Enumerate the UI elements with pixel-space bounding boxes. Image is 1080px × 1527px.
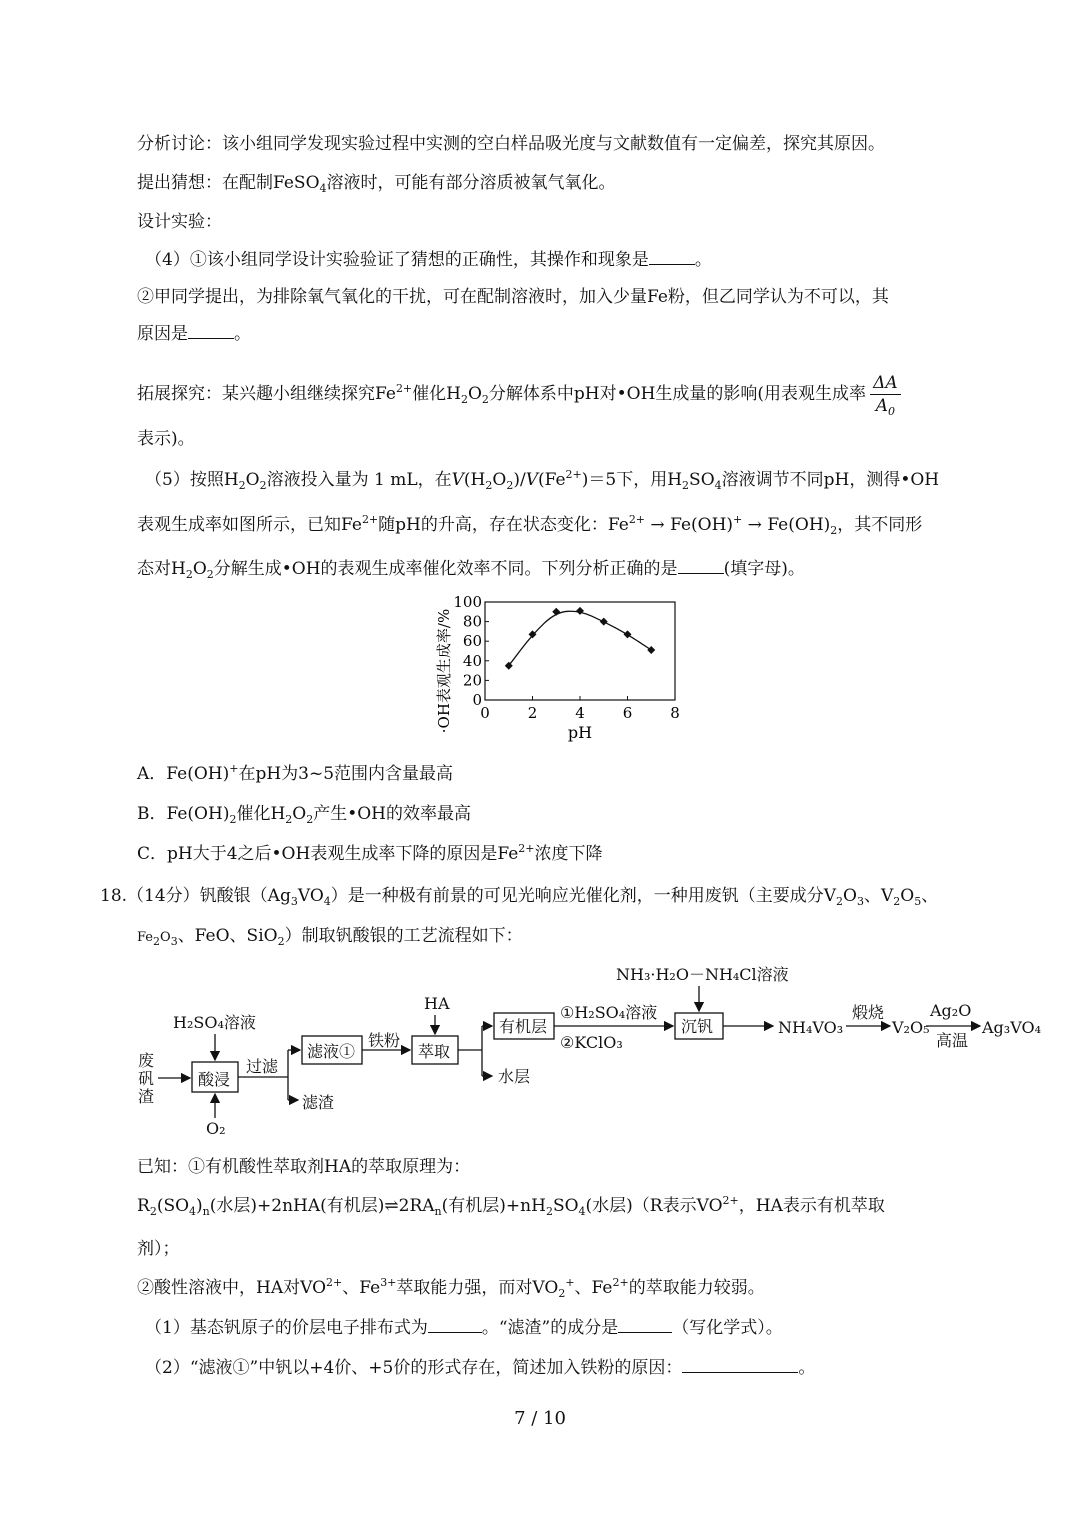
question-5-line3: 态对$H_2O_2$分解生成•OH的表观生成率催化效率不同。下列分析正确的是 (填字母)。 — [137, 559, 805, 581]
x-axis-label: pH — [567, 723, 593, 742]
flow-filter: 过滤 — [246, 1057, 279, 1076]
y-tick-label: 20 — [462, 671, 482, 690]
oh-rate-chart — [430, 592, 700, 752]
flow-o2: O₂ — [206, 1119, 226, 1138]
flow-ag2o: Ag₂O — [930, 1001, 972, 1020]
flow-precip: 沉钒 — [681, 1017, 714, 1036]
option-c: C．pH大于4之后•OH表观生成率下降的原因是$Fe^{2+}$浓度下降 — [137, 842, 603, 864]
flow-step2: ②KClO₃ — [560, 1033, 623, 1052]
data-point — [552, 608, 560, 616]
flow-ha: HA — [424, 994, 450, 1013]
question-18-line2: $Fe_2O_3$、FeO、SiO$_2$）制取钒酸银的工艺流程如下： — [137, 926, 523, 948]
chart-frame — [485, 602, 675, 700]
known-2: ②酸性溶液中，HA对$VO^{2+}$、$Fe^{3+}$萃取能力强，而对$VO_2^+$、$Fe^{2+}$的萃取能力较弱。 — [137, 1276, 765, 1300]
flow-nh4vo3: NH₄VO₃ — [778, 1018, 844, 1037]
known-1: 已知：①有机酸性萃取剂HA的萃取原理为： — [137, 1157, 471, 1177]
data-point — [600, 618, 608, 626]
question-18-2: （2）“滤液①”中钒以+4价、+5价的形式存在，简述加入铁粉的原因： 。 — [145, 1358, 816, 1378]
line-analysis: 分析讨论：该小组同学发现实验过程中实测的空白样品吸光度与文献数值有一定偏差，探究其原因。 — [137, 134, 885, 154]
option-b: B．$Fe(OH)_2$催化$H_2O_2$产生•OH的效率最高 — [137, 804, 472, 826]
flow-raw-1: 废 — [138, 1051, 155, 1070]
known-1-cont: 剂）； — [137, 1239, 180, 1259]
x-tick-label: 0 — [480, 704, 490, 722]
flow-filtrate: 滤液① — [307, 1042, 356, 1061]
question-4-2: ②甲同学提出，为排除氧气氧化的干扰，可在配制溶液时，加入少量Fe粉，但乙同学认为不可以，其 — [137, 287, 889, 307]
y-tick-label: 80 — [462, 612, 482, 631]
flow-organic: 有机层 — [499, 1017, 548, 1036]
flow-raw-3: 渣 — [138, 1087, 155, 1106]
flow-acid-leach: 酸浸 — [198, 1070, 231, 1089]
y-axis-label: ·OH表观生成率/% — [435, 608, 453, 734]
x-tick-label: 6 — [622, 704, 633, 722]
data-point — [647, 646, 655, 654]
process-flow-diagram — [130, 958, 1050, 1143]
x-tick-label: 2 — [527, 704, 538, 722]
fraction-delta-a: $\frac{\Delta A}{A_0}$ — [870, 372, 901, 417]
line-hypothesis: 提出猜想：在配制FeSO$_4$溶液时，可能有部分溶质被氧气氧化。 — [137, 173, 616, 195]
flow-v2o5: V₂O₅ — [892, 1018, 930, 1037]
flow-h2so4: H₂SO₄溶液 — [173, 1013, 256, 1032]
series-line — [509, 611, 652, 665]
flow-raw-2: 矾 — [138, 1069, 155, 1088]
flow-extract: 萃取 — [418, 1042, 451, 1061]
known-equation: $R_2(SO_4)_n$(水层)+2nHA(有机层)$\rightleftharpoons 2RA_n$(有机层)$+nH_2SO_4$(水层)（R表示$VO^{2+}$，HA表示有机萃取 — [137, 1194, 885, 1218]
x-tick-label: 8 — [670, 704, 680, 722]
question-4-2-cont: 原因是 。 — [137, 324, 251, 344]
y-tick-label: 60 — [462, 632, 482, 651]
flow-iron: 铁粉 — [368, 1031, 401, 1050]
question-5-line2: 表观生成率如图所示，已知$Fe^{2+}$随pH的升高，存在状态变化：$Fe^{2+} \to Fe(OH)^+ \to Fe(OH)_2$，其不同形 — [137, 513, 923, 537]
question-4-1: （4）①该小组同学设计实验验证了猜想的正确性，其操作和现象是 。 — [145, 250, 712, 270]
flow-step1: ①H₂SO₄溶液 — [560, 1003, 658, 1022]
question-18-line1: 18.（14分）钒酸银$(Ag_3VO_4)$是一种极有前景的可见光响应光催化剂，一种用废钒（主要成分$V_2O_3$、$V_2O_5$、 — [100, 886, 939, 908]
line-extension-cont: 表示)。 — [137, 429, 195, 449]
line-design: 设计实验： — [137, 212, 222, 232]
flow-water: 水层 — [498, 1067, 531, 1086]
option-a: A．Fe(OH)+在pH为3~5范围内含量最高 — [137, 762, 454, 784]
page-number: 7 / 10 — [514, 1408, 566, 1429]
y-tick-label: 0 — [472, 691, 482, 709]
question-5-line1: （5）按照$H_2O_2$溶液投入量为 1 mL，在$V(H_2O_2)/V(Fe^{2+})=5$下，用$H_2SO_4$溶液调节不同pH，测得•OH — [145, 468, 940, 492]
line-extension: 拓展探究：某兴趣小组继续探究$Fe^{2+}$催化$H_2O_2$分解体系中pH对•OH生成量的影响(用表观生成率 $\frac{\Delta A}{A_0}$ — [137, 372, 901, 417]
question-18-1: （1）基态钒原子的价层电子排布式为 。“滤渣”的成分是 （写化学式）。 — [145, 1318, 783, 1338]
flow-hightemp: 高温 — [936, 1031, 969, 1050]
y-tick-label: 100 — [453, 593, 482, 611]
flow-calcine: 煅烧 — [852, 1003, 885, 1022]
flow-reagent: NH₃·H₂O－NH₄Cl溶液 — [616, 965, 789, 984]
x-tick-label: 4 — [575, 704, 585, 722]
flow-residue: 滤渣 — [302, 1093, 335, 1112]
y-tick-label: 40 — [462, 651, 482, 670]
flow-ag3vo4: Ag₃VO₄ — [982, 1018, 1042, 1037]
